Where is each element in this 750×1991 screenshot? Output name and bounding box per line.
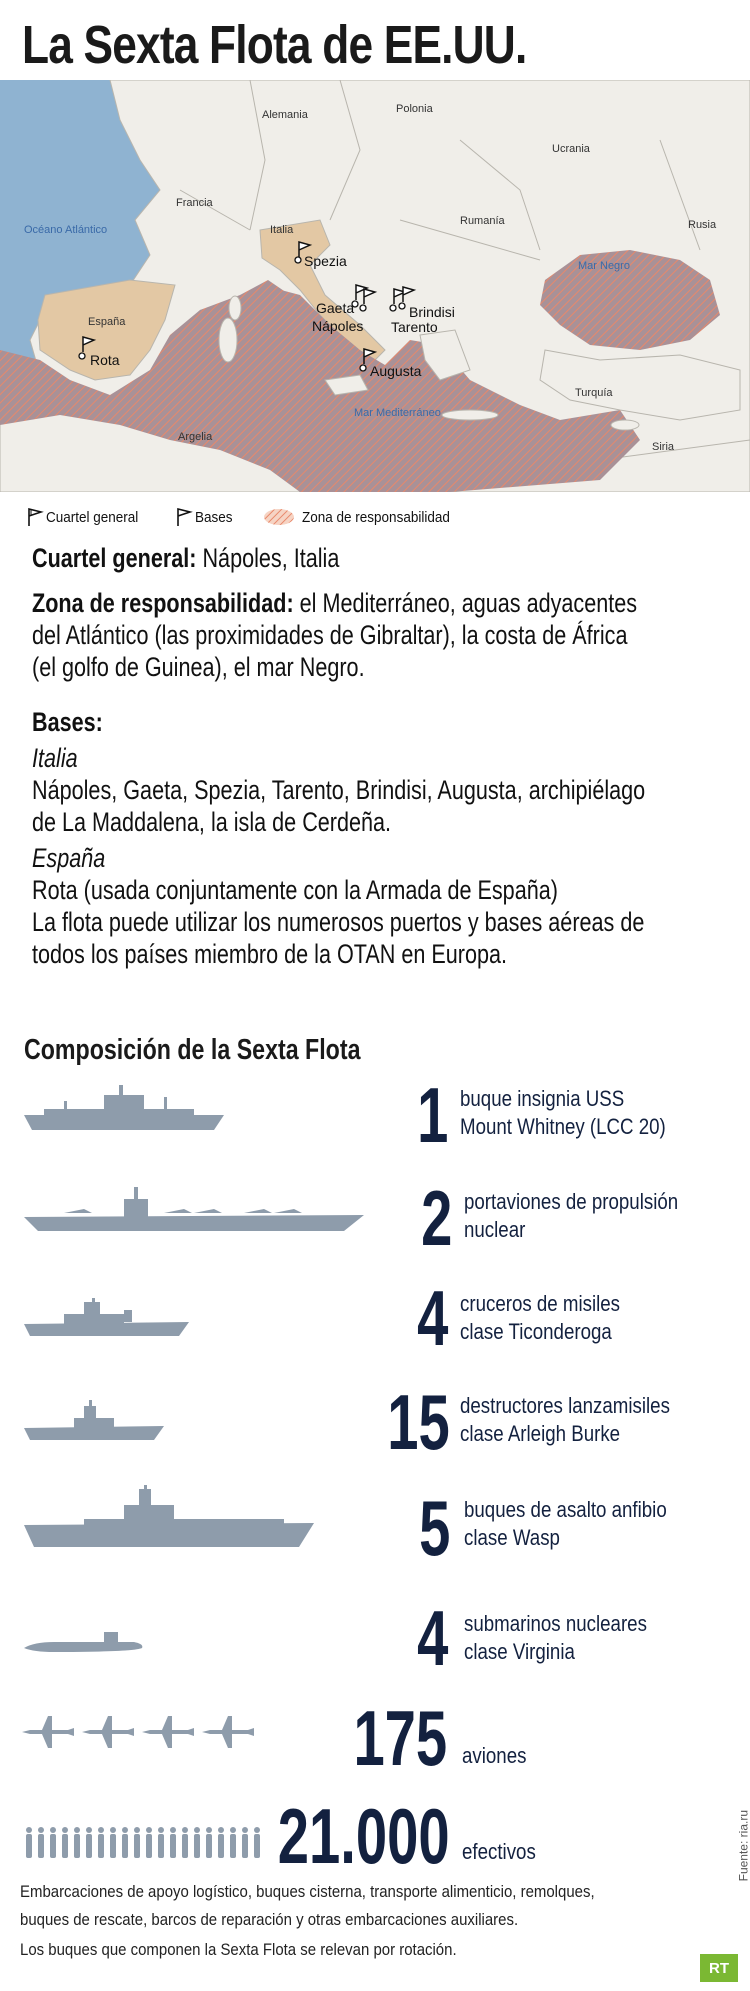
italy-bases-line: de La Maddalena, la isla de Cerdeña. [32, 807, 392, 837]
composition-desc: portaviones de propulsión [464, 1189, 679, 1214]
map-city-label: Augusta [370, 363, 422, 379]
map-country-label: Alemania [262, 109, 308, 121]
composition-number: 175 [353, 1694, 447, 1782]
nato-line: todos los países miembro de la OTAN en Europa. [32, 939, 508, 969]
map-sea-label: Mar Negro [578, 260, 630, 272]
map-city-label: Spezia [304, 253, 347, 269]
zone-value-line: el Mediterráneo, aguas adyacentes [299, 588, 638, 618]
map-city-label: Brindisi [409, 304, 455, 320]
spain-label: España [32, 843, 106, 873]
composition-number: 4 [416, 1274, 448, 1362]
legend-zone [262, 507, 466, 527]
map-country-label: Ucrania [552, 143, 590, 155]
page-title: La Sexta Flota de EE.UU. [22, 15, 527, 75]
composition-number: 2 [420, 1174, 452, 1262]
base-flag-icon [175, 506, 195, 528]
cruiser-icon [24, 1298, 189, 1340]
composition-desc: clase Ticonderoga [460, 1319, 612, 1344]
map-sea-label: Océano Atlántico [24, 224, 108, 236]
composition-desc: aviones [462, 1743, 527, 1768]
italy-bases-line: Nápoles, Gaeta, Spezia, Tarento, Brindisi, Augusta, archipiélago [32, 775, 646, 805]
footer-note: Los buques que componen la Sexta Flota se relevan por rotación. [20, 1940, 457, 1959]
fighter-jet-icon [22, 1712, 262, 1752]
composition-desc: cruceros de misiles [460, 1291, 621, 1316]
legend-bases [175, 506, 237, 528]
composition-desc: clase Virginia [464, 1639, 575, 1664]
map-city-label: Tarento [391, 319, 438, 335]
legend-zone-label: Zona de responsabilidad [302, 508, 451, 526]
map-legend [26, 505, 493, 529]
legend-bases-label: Bases [194, 508, 233, 526]
command-ship-icon [24, 1085, 224, 1135]
footer-note: Embarcaciones de apoyo logístico, buques cisterna, transporte alimenticio, remolques, [20, 1882, 595, 1901]
rt-logo: RT [700, 1954, 738, 1982]
legend-hq [26, 506, 149, 528]
zone-hatch-icon [262, 507, 296, 527]
map-country-label: Francia [176, 197, 213, 209]
map-country-label: Polonia [396, 103, 433, 115]
bases-info [32, 706, 732, 970]
nato-line: La flota puede utilizar los numerosos puertos y bases aéreas de [32, 907, 645, 937]
composition-number: 21.000 [278, 1792, 450, 1880]
map-country-label: España [88, 316, 126, 328]
composition-desc: nuclear [464, 1217, 526, 1242]
destroyer-icon [24, 1400, 164, 1442]
map-country-label: Siria [652, 441, 675, 453]
composition-desc: destructores lanzamisiles [460, 1393, 670, 1418]
map-city-label: Nápoles [312, 318, 364, 334]
personnel-icon [22, 1824, 272, 1864]
zone-value-line: del Atlántico (las proximidades de Gibraltar), la costa de África [32, 620, 628, 650]
composition-number: 5 [418, 1484, 450, 1572]
spain-bases-line: Rota (usada conjuntamente con la Armada de España) [32, 875, 558, 905]
composition-title: Composición de la Sexta Flota [24, 1034, 361, 1066]
composition-desc: efectivos [462, 1839, 536, 1864]
aircraft-carrier-icon [24, 1185, 364, 1235]
source-credit: Fuente: ria.ru [736, 1810, 750, 1882]
hq-info [32, 542, 732, 574]
legend-hq-label: Cuartel general [46, 508, 139, 526]
map-country-label: Italia [270, 224, 294, 236]
submarine-icon [24, 1630, 144, 1656]
map-sea-label: Mar Mediterráneo [354, 407, 441, 419]
zone-value-line: (el golfo de Guinea), el mar Negro. [32, 652, 365, 682]
footer-note: buques de rescate, barcos de reparación y otras embarcaciones auxiliares. [20, 1910, 519, 1929]
composition-desc: buque insignia USS [460, 1086, 625, 1111]
map-country-label: Argelia [178, 431, 213, 443]
map-country-label: Turquía [575, 387, 613, 399]
composition-desc: submarinos nucleares [464, 1611, 647, 1636]
map-country-label: Rusia [688, 219, 717, 231]
italy-label: Italia [32, 743, 78, 773]
mediterranean-map [0, 80, 750, 492]
zone-info [32, 587, 732, 683]
zone-label: Zona de responsabilidad: [32, 588, 294, 618]
bases-label: Bases: [32, 707, 103, 737]
composition-desc: buques de asalto anfibio [464, 1497, 667, 1522]
composition-desc: clase Wasp [464, 1525, 560, 1550]
composition-number: 15 [387, 1378, 450, 1466]
map-city-label: Rota [90, 352, 120, 368]
amphibious-ship-icon [24, 1485, 314, 1550]
hq-flag-icon [26, 506, 46, 528]
composition-desc: clase Arleigh Burke [460, 1421, 621, 1446]
composition-number: 4 [416, 1594, 448, 1682]
composition-desc: Mount Whitney (LCC 20) [460, 1114, 666, 1139]
hq-label: Cuartel general: [32, 543, 197, 573]
map-country-label: Rumanía [460, 215, 505, 227]
composition-number: 1 [416, 1071, 448, 1159]
hq-value: Nápoles, Italia [202, 543, 340, 573]
map-city-label: Gaeta [316, 300, 355, 316]
